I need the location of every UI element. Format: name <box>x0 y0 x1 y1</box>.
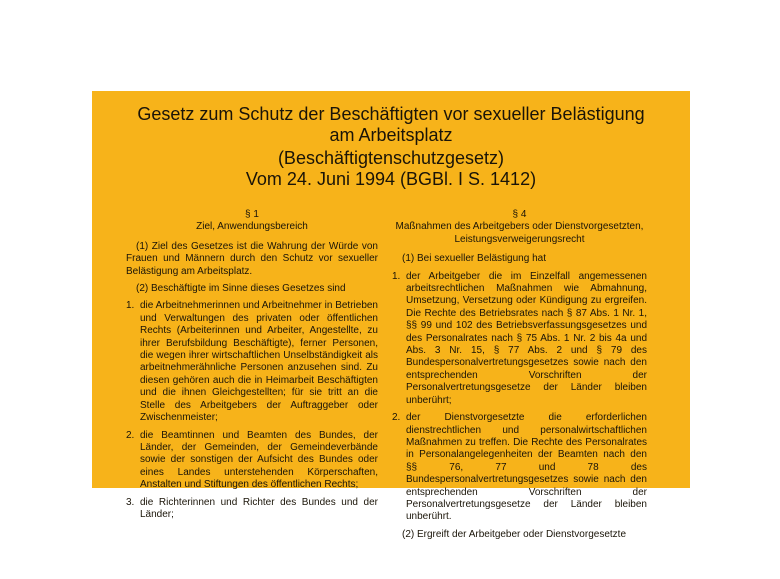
document-page <box>92 91 690 540</box>
section-number: § 4 <box>512 209 527 220</box>
list-text: die Richterinnen und Richter des Bundes und der Länder; <box>140 496 378 520</box>
list-text: die Beamtinnen und Beamten des Bundes, der Länder, der Gemeinden, der Gemeindeverbände sowie der sonstigen der Aufsicht des Bundes oder eines Landes unterstehenden Körperschaften, Anstalten und Stiftungen des öffentlichen Rechts; <box>140 429 378 491</box>
list-item <box>392 271 647 407</box>
list-number: 2. <box>392 412 401 424</box>
list-number: 3. <box>126 496 135 508</box>
paragraph: (2) Beschäftigte im Sinne dieses Gesetzes sind <box>136 283 346 295</box>
list-item <box>126 430 378 492</box>
list-item <box>392 412 647 524</box>
document-date: Vom 24. Juni 1994 (BGBl. I S. 1412) <box>245 169 537 189</box>
section-heading: Maßnahmen des Arbeitgebers oder Dienstvorgesetzten, Leistungsverweigerungsrecht <box>395 221 644 245</box>
document-title: Gesetz zum Schutz der Beschäftigten vor sexueller Belästigung <box>137 104 645 124</box>
list-item <box>126 300 378 424</box>
list-item <box>126 497 378 522</box>
list-text: der Dienstvorgesetzte die erforderlichen dienstrechtlichen und personalwirtschaftlichen Maßnahmen zu treffen. Die Rechte des Personalrates in Personalangelegenheiten der Beamten nach den §§ 76, 77 und 78 des Bundespersonalvertretungsgesetzes sowie nach den entsprechenden Vorschriften der Personalvertretungsgesetze der Länder bleiben unberührt. <box>406 412 647 523</box>
paragraph: (2) Ergreift der Arbeitgeber oder Dienstvorgesetzte <box>402 528 626 540</box>
list-number: 2. <box>126 429 135 441</box>
list-number: 1. <box>126 300 135 312</box>
section-number: § 1 <box>245 209 259 220</box>
list-text: die Arbeitnehmerinnen und Arbeitnehmer in Betrieben und Verwaltungen des privaten oder öffentlichen Rechts (Arbeiterinnen und Arbeiter, Angestellte, zu ihrer Berufsbildung Beschäftigte), ferner Personen, die wegen ihrer wirtschaftlichen Unselbständigkeit als arbeitnehmerähnliche Personen anzusehen sind. Zu diesen gehören auch die in Heimarbeit Beschäftigten und die ihnen Gleichgestellten; für sie tritt an die Stelle des Arbeitgebers der Auftraggeber oder Zwischenmeister; <box>140 300 378 424</box>
paragraph: (1) Bei sexueller Belästigung hat <box>402 253 546 265</box>
right-column <box>392 209 647 546</box>
document-title-line2: am Arbeitsplatz <box>329 125 453 145</box>
section-heading: Ziel, Anwendungsbereich <box>196 221 308 233</box>
list-text: der Arbeitgeber die im Einzelfall angemessenen arbeitsrechtlichen Maßnahmen wie Abmahnung, Umsetzung, Versetzung oder Kündigung zu ergreifen. Die Rechte des Betriebsrates nach § 87 Abs. 1 Nr. 1, §§ 99 und 102 des Betriebsverfassungsgesetzes und des Personalrates nach § 75 Abs. 1 Nr. 2 bis 4a und Abs. 3 Nr. 15, § 77 Abs. 2 und § 79 des Bundespersonalvertretungsgesetzes sowie nach den entsprechenden Vorschriften der Personalvertretungsgesetze der Länder bleiben unberührt; <box>406 270 647 406</box>
document-short-title: (Beschäftigtenschutzgesetz) <box>277 148 505 168</box>
paragraph: (1) Ziel des Gesetzes ist die Wahrung der Würde von Frauen und Männern durch den Schutz vor sexueller Belästigung am Arbeitsplatz. <box>126 240 378 277</box>
list-number: 1. <box>392 270 401 282</box>
left-column <box>126 209 378 526</box>
